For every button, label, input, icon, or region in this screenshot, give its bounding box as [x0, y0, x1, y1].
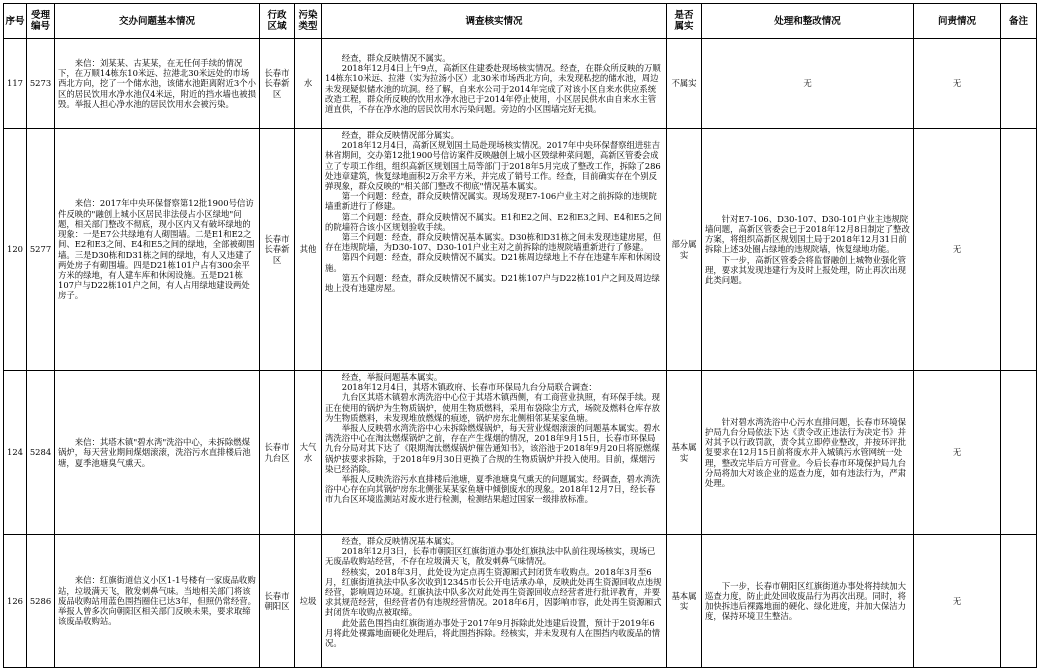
header-basic-info: 交办问题基本情况 [55, 4, 260, 39]
complaint-table [3, 3, 1037, 668]
cell-seq: 117 [4, 39, 27, 129]
header-verified: 是否 属实 [667, 4, 702, 39]
cell-district: 长春市 长春新 区 [260, 129, 295, 371]
cell-handling: 针对碧水湾洗浴中心污水直排问题，长春市环境保护局九台分局依法下达《责令改正违法行为决定书》并对其予以行政罚款，责令其立即停业整改，并按环评批复要求在12月15日前将废水并入城镇污水管网统一处理，整改完毕后方可营业。今后长春市环境保护局九台分局将加大对该企业的巡查力度，如有违法行为，严肃处理。 [702, 371, 914, 535]
cell-seq: 124 [4, 371, 27, 535]
table-row [4, 535, 1037, 668]
header-pollution-type: 污染 类型 [295, 4, 322, 39]
table-row [4, 371, 1037, 535]
cell-seq: 126 [4, 535, 27, 668]
header-accountability: 问责情况 [914, 4, 1001, 39]
cell-district: 长春市 朝阳区 [260, 535, 295, 668]
cell-remarks [1001, 535, 1037, 668]
cell-investigation: 经查，举报问题基本属实。 2018年12月4日，其塔木镇政府、长春市环保局九台分局联合调查： 九台区其塔木镇碧水湾洗浴中心位于其塔木镇西侧，有工商营业执照，有环保手续。现正在使用的锅炉为生物质锅炉，使用生物质燃料，采用布袋除尘方式，场院及燃料仓库存放为生物质燃料，未发现堆放燃煤的痕迹，锅炉房东北侧相邻某某家鱼塘。 举报人反映碧水湾洗浴中心未拆除燃煤锅炉，每天营业煤烟滚滚的问题基本属实。碧水湾洗浴中心在淘汰燃煤锅炉之前，存在产生煤烟的情况，2018年9月15日，长春市环保局九台分局对其下达了《限期淘汰燃煤锅炉催告通知书》，该浴池于2018年9月20日将原燃煤锅炉拔要求拆除，于2018年9月30日更换了合规的生物质锅炉并投入使用。目前，煤烟污染已经消除。 举报人反映洗浴污水直排楼后池塘，夏季池塘臭气熏天的问题属实。经调查，碧水湾洗浴中心存在向其锅炉房东北侧张某某家鱼塘中倾倒废水的现象。2018年12月7日，经长春市九台区环境监测站对废水进行检测，检测结果超过国家一级排放标准。 [322, 371, 667, 535]
cell-investigation: 经查，群众反映情况基本属实。 2018年12月3日，长春市朝阳区红旗街道办事处红旗执法中队前往现场核实，现场已无废品收购站经营，不存在垃圾满天飞，散发刺鼻气味情况。 经核实，2018年3月，此处设为定点再生资源厢式封闭货车收购点。2018年3月至6月，红旗街道执法中队多次收到12345市长公开电话承办单，反映此处再生资源回收点违规经营，影响周边环境。红旗执法中队多次对此处再生资源回收点经营者进行批评教育，并要求其规范经营，但经营者仍有违规经营情况。2018年6月，因影响市容，此处再生资源厢式封闭货车收购点被取缔。 此处蓝色围挡由红旗街道办事处于2017年9月拆除此处违建后设置，预计于2019年6月将此处裸露地面硬化处理后，将此围挡拆除。经核实，并未发现有人在围挡内收废品的情况。 [322, 535, 667, 668]
complaint-table-sheet [3, 3, 1037, 668]
cell-basic-info: 来信：2017年中央环保督察第12批1900号信访件反映的"融创上城小区居民非法侵占小区绿地"问题，相关部门整改不彻底，现小区内又有破坏绿地的现象：一是E7公共绿地有人砌围墙。二是E1和E2之间、E2和E3之间、E4和E5之间的绿地，全部被砌围墙。三是D30栋和D31栋之间的绿地，有人又违建了两处房子有砌围墙。四是D21栋101户占有300余平方米的绿地，有人建车库和休闲设施。五是D21栋107户与D22栋101户之间，有人占用绿地建设两处房子。 [55, 129, 260, 371]
table-row [4, 129, 1037, 371]
cell-pollution-type: 其他 [295, 129, 322, 371]
header-handling: 处理和整改情况 [702, 4, 914, 39]
cell-district: 长春市 长春新 区 [260, 39, 295, 129]
cell-district: 长春市 九台区 [260, 371, 295, 535]
cell-remarks [1001, 371, 1037, 535]
header-row [4, 4, 1037, 39]
header-investigation: 调查核实情况 [322, 4, 667, 39]
cell-basic-info: 来信：红旗街道信义小区1-1号楼有一家废品收购站，垃圾满天飞，散发刺鼻气味。当地相关部门将该废品收购站用蓝色围挡圈住已达3年，但照仍常经营。举报人曾多次向朝阳区相关部门反映未果，要求取缔该废品收购站。 [55, 535, 260, 668]
cell-accountability: 无 [914, 39, 1001, 129]
cell-verified: 不属实 [667, 39, 702, 129]
cell-handling: 下一步，长春市朝阳区红旗街道办事处将持续加大巡查力度，防止此处回收废品行为再次出现。同时，将加快拆违后裸露地面的硬化、绿化进度，并加大保洁力度，保持环境卫生整洁。 [702, 535, 914, 668]
cell-accept-no: 5284 [27, 371, 55, 535]
cell-verified: 基本属 实 [667, 535, 702, 668]
cell-accountability: 无 [914, 129, 1001, 371]
cell-verified: 基本属 实 [667, 371, 702, 535]
header-district: 行政 区域 [260, 4, 295, 39]
cell-handling: 针对E7-106、D30-107、D30-101户业主违规院墙问题，高新区管委会已于2018年12月8日制定了整改方案，将组织高新区规划国土局于2018年12月31日前拆除上述3处圈占绿地的违规院墙，恢复绿地功能。 下一步，高新区管委会将监督融创上城物业强化管理，要求其发现违建行为及时上报处理，防止再次出现此类问题。 [702, 129, 914, 371]
cell-verified: 部分属 实 [667, 129, 702, 371]
cell-accept-no: 5286 [27, 535, 55, 668]
table-row [4, 39, 1037, 129]
cell-accountability: 无 [914, 371, 1001, 535]
cell-investigation: 经查，群众反映情况部分属实。 2018年12月4日，高新区规划国土局赴现场核实情况。2017年中央环保督察组进驻吉林省期间，交办第12批1900号信访案件反映融创上城小区毁绿种菜问题，高新区管委会成立了专项工作组，组织高新区规划国土局等部门于2018年5月完成了整改工作，拆除了286处违章建筑，恢复绿地面积2万余平方米，并完成了销号工作。经查，目前确实存在个别反弹现象，群众反映的"相关部门整改不彻底"情况基本属实。 第一个问题：经查，群众反映情况属实。现场发现E7-106户业主对之前拆除的违规院墙重新进行了修建。 第二个问题：经查，群众反映情况不属实。E1和E2之间、E2和E3之间、E4和E5之间的院墙符合该小区规划验收手续。 第三个问题：经查，群众反映情况基本属实。D30栋和D31栋之间未发现违建房屋，但存在违规院墙，为D30-107、D30-101户业主对之前拆除的违规院墙重新进行了修建。 第四个问题：经查，群众反映情况不属实。D21栋周边绿地上不存在违建车库和休闲设施。 第五个问题：经查，群众反映情况不属实。D21栋107户与D22栋101户之间及周边绿地上没有违建房屋。 [322, 129, 667, 371]
cell-remarks [1001, 39, 1037, 129]
header-remarks: 备注 [1001, 4, 1037, 39]
cell-accept-no: 5273 [27, 39, 55, 129]
cell-remarks [1001, 129, 1037, 371]
header-seq: 序号 [4, 4, 27, 39]
header-accept-no: 受理 编号 [27, 4, 55, 39]
cell-pollution-type: 垃圾 [295, 535, 322, 668]
cell-accountability: 无 [914, 535, 1001, 668]
cell-pollution-type: 大气 水 [295, 371, 322, 535]
cell-basic-info: 来信：其塔木镇"碧水湾"洗浴中心，未拆除燃煤锅炉，每天营业期间煤烟滚滚，洗浴污水直排楼后池塘，夏季池塘臭气熏天。 [55, 371, 260, 535]
cell-seq: 120 [4, 129, 27, 371]
cell-investigation: 经查，群众反映情况不属实。 2018年12月4日上午9点，高新区住建委赴现场核实情况。经查，在群众所反映的万顺14栋东10米远、拉港（实为拉汤小区）北30米市场西北方向，未发现私挖的储水池，周边未发现疑似储水池的坑洞。经了解，自来水公司于2014年完成了对该小区自来水供应系统改造工程，群众所反映的饮用水净水池已于2014年停止使用，小区居民供水由自来水主管道直供，不存在净水池的居民饮用水污染问题。旁边的小区围墙完好无损。 [322, 39, 667, 129]
cell-basic-info: 来信：刘某某、古某某，在无任何手续的情况下，在万顺14栋东10米远、拉港北30米远处的市场西北方向，挖了一个储水池，该储水池距离附近3个小区的居民饮用水净水池仅4米远，附近的挡水墙也被损毁。举报人担心净水池的居民饮用水会被污染。 [55, 39, 260, 129]
cell-pollution-type: 水 [295, 39, 322, 129]
cell-handling: 无 [702, 39, 914, 129]
cell-accept-no: 5277 [27, 129, 55, 371]
